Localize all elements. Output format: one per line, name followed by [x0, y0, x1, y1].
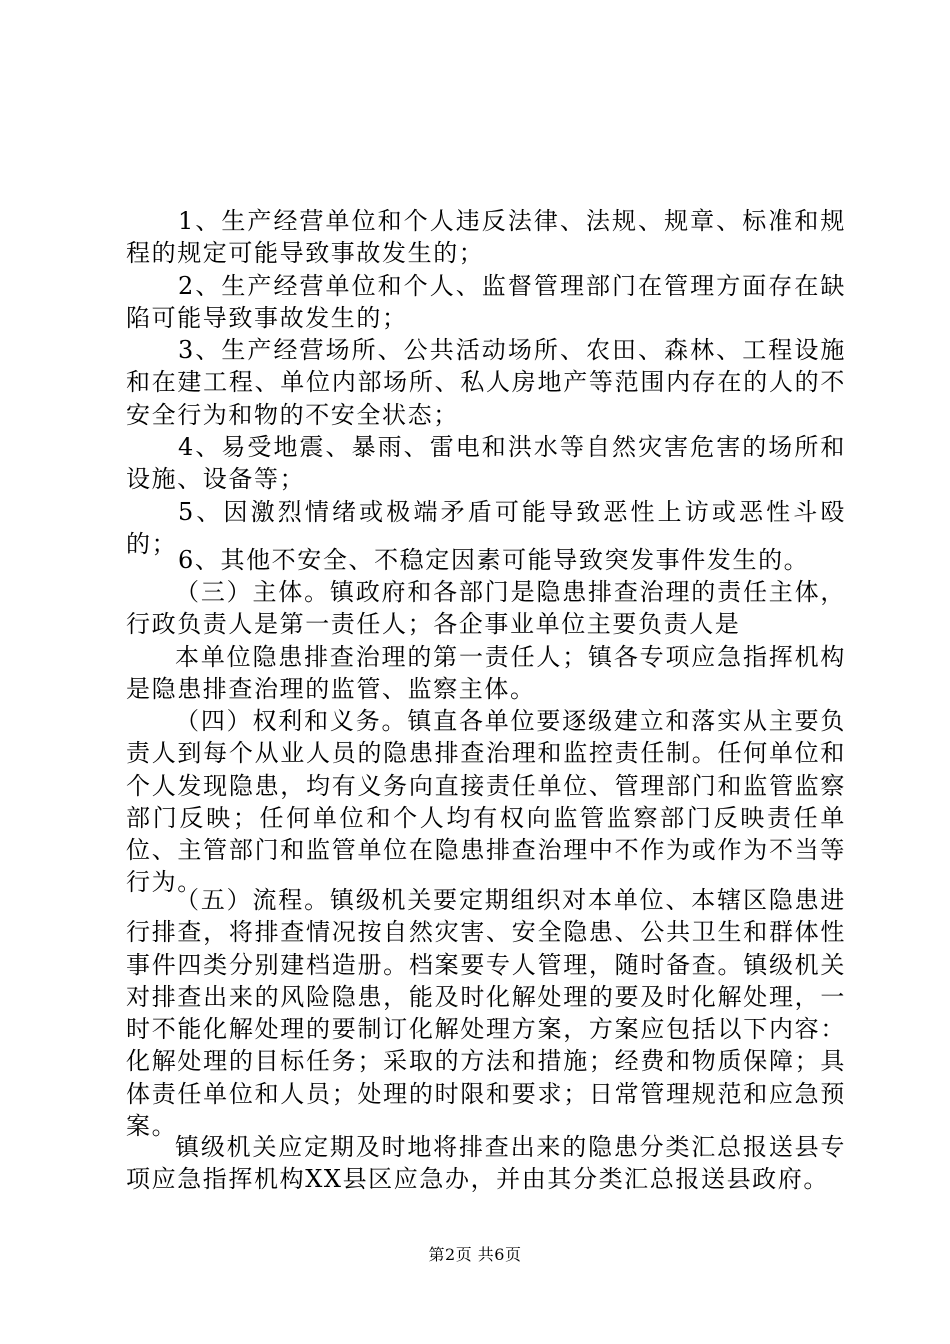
paragraph-item-6: 6、其他不安全、不稳定因素可能导致突发事件发生的。	[178, 546, 810, 574]
paragraph-reporting: 镇级机关应定期及时地将排查出来的隐患分类汇总报送县专项应急指挥机构XX县区应急办，并由其分类汇总报送县政府。	[126, 1133, 846, 1194]
page-number-footer: 第2页 共6页	[428, 1245, 522, 1264]
paragraph-item-1: 1、生产经营单位和个人违反法律、法规、规章、标准和规程的规定可能导致事故发生的；	[126, 207, 846, 268]
paragraph-rights-duties: （四）权利和义务。镇直各单位要逐级建立和落实从主要负责人到每个从业人员的隐患排查治理和监控责任制。任何单位和个人发现隐患，均有义务向直接责任单位、管理部门和监管监察部门反映；任何单位和个人均有权向监管监察部门反映责任单位、主管部门和监管单位在隐患排查治理中不作为或作为不当等行为。	[126, 707, 846, 897]
paragraph-item-4: 4、易受地震、暴雨、雷电和洪水等自然灾害危害的场所和设施、设备等；	[126, 433, 846, 494]
paragraph-subject-continued: 本单位隐患排查治理的第一责任人；镇各专项应急指挥机构是隐患排查治理的监管、监察主体。	[126, 643, 846, 704]
paragraph-item-2: 2、生产经营单位和个人、监督管理部门在管理方面存在缺陷可能导致事故发生的；	[126, 272, 846, 333]
paragraph-process: （五）流程。镇级机关要定期组织对本单位、本辖区隐患进行排查，将排查情况按自然灾害、安全隐患、公共卫生和群体性事件四类分别建档造册。档案要专人管理，随时备查。镇级机关对排查出来的风险隐患，能及时化解处理的要及时化解处理，一时不能化解处理的要制订化解处理方案，方案应包括以下内容：化解处理的目标任务；采取的方法和措施；经费和物质保障；具体责任单位和人员；处理的时限和要求；日常管理规范和应急预案。	[126, 886, 846, 1141]
paragraph-item-5: 5、因激烈情绪或极端矛盾可能导致恶性上访或恶性斗殴的；	[126, 498, 846, 559]
paragraph-subject: （三）主体。镇政府和各部门是隐患排查治理的责任主体，行政负责人是第一责任人；各企事业单位主要负责人是	[126, 578, 846, 639]
paragraph-item-3: 3、生产经营场所、公共活动场所、农田、森林、工程设施和在建工程、单位内部场所、私人房地产等范围内存在的人的不安全行为和物的不安全状态；	[126, 336, 846, 429]
